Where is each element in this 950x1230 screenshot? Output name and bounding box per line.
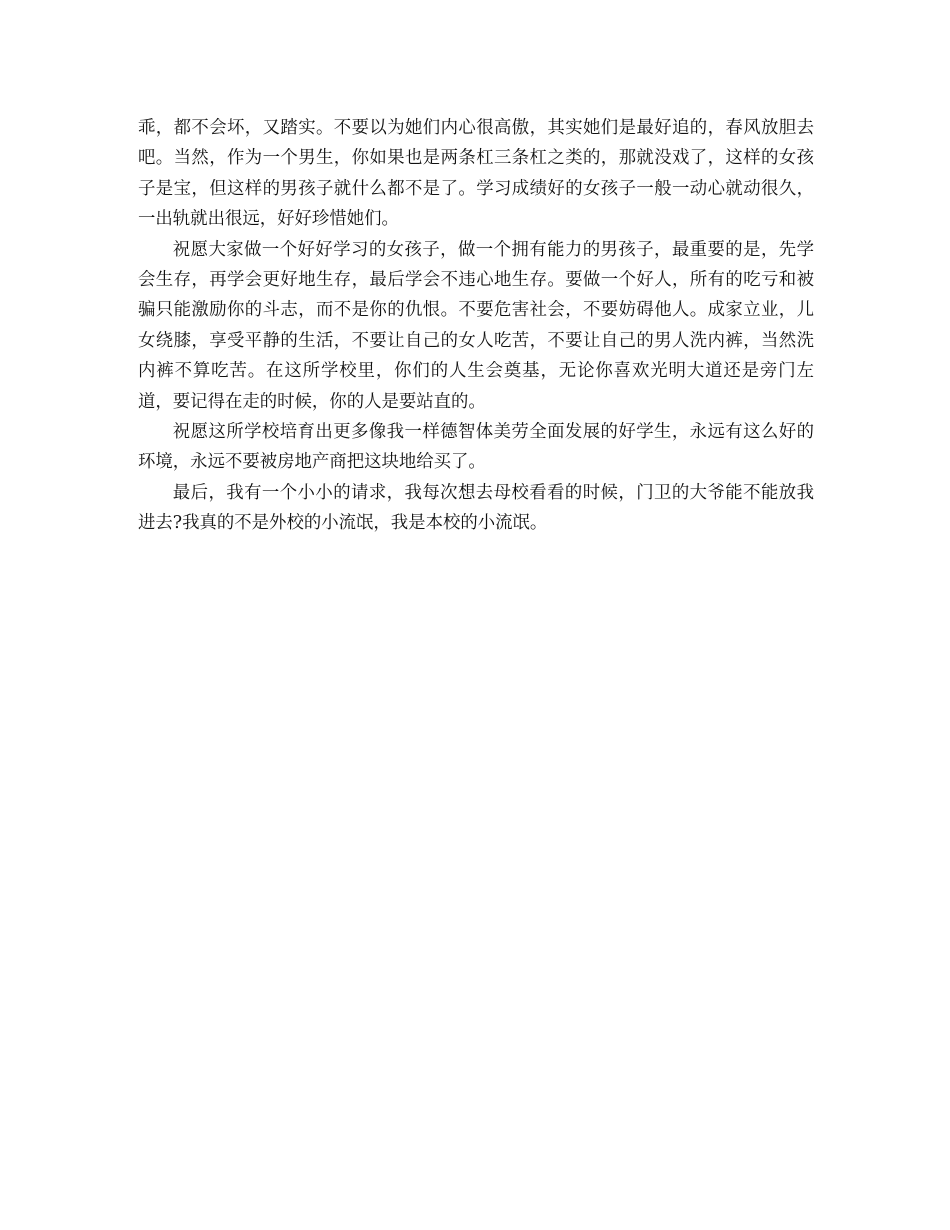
paragraph-wishes-students: 祝愿大家做一个好好学习的女孩子，做一个拥有能力的男孩子，最重要的是，先学会生存，再学会更好地生存，最后学会不违心地生存。要做一个好人，所有的吃亏和被骗只能激励你的斗志，而不是你的仇恨。不要危害社会，不要妨碍他人。成家立业，儿女绕膝，享受平静的生活，不要让自己的女人吃苦，不要让自己的男人洗内裤，当然洗内裤不算吃苦。在这所学校里，你们的人生会奠基，无论你喜欢光明大道还是旁门左道，要记得在走的时候，你的人是要站直的。: [138, 239, 814, 412]
paragraph-continued: 乖，都不会坏，又踏实。不要以为她们内心很高傲，其实她们是最好追的，春风放胆去吧。当然，作为一个男生，你如果也是两条杠三条杠之类的，那就没戏了，这样的女孩子是宝，但这样的男孩子就什么都不是了。学习成绩好的女孩子一般一动心就动很久，一出轨就出很远，好好珍惜她们。: [138, 118, 814, 230]
document-body: [138, 113, 814, 539]
paragraph-final-request: 最后，我有一个小小的请求，我每次想去母校看看的时候，门卫的大爷能不能放我进去?我真的不是外校的小流氓，我是本校的小流氓。: [138, 482, 814, 534]
paragraph-wishes-school: 祝愿这所学校培育出更多像我一样德智体美劳全面发展的好学生，永远有这么好的环境，永远不要被房地产商把这块地给买了。: [138, 422, 814, 473]
